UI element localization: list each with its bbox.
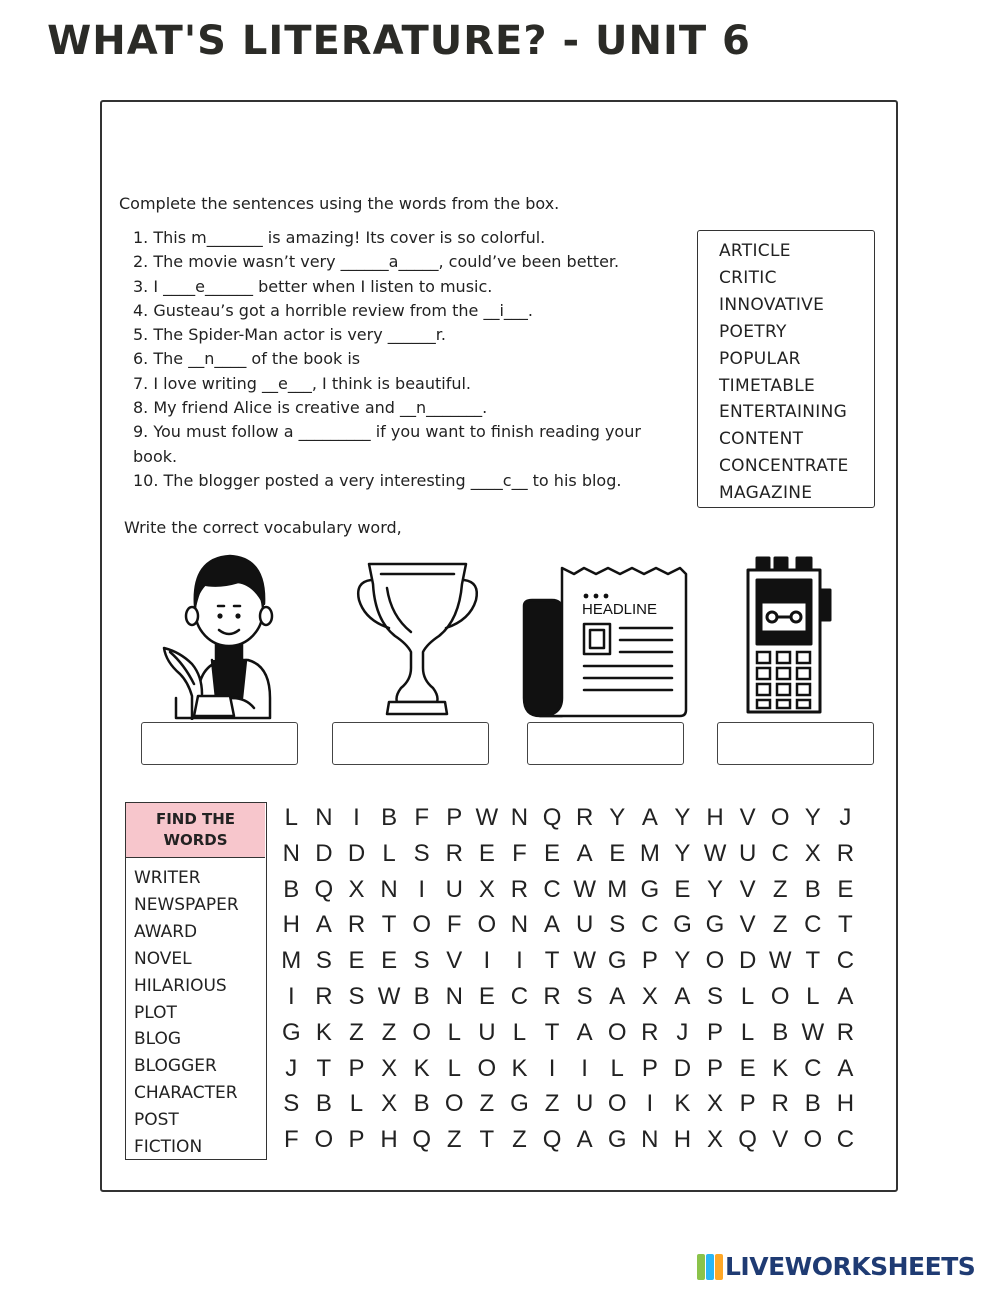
word-box-item: CRITIC [719,267,777,288]
grid-letter[interactable]: O [412,1018,431,1046]
grid-letter[interactable]: D [738,947,757,975]
grid-row [275,907,862,943]
grid-letter[interactable]: L [512,1018,527,1046]
grid-letter[interactable]: P [348,1126,365,1154]
grid-letter[interactable]: Z [772,875,788,903]
grid-letter[interactable]: A [609,982,626,1010]
word-search-grid [275,800,862,1158]
grid-letter[interactable]: X [381,1090,398,1118]
grid-letter[interactable]: L [740,1018,755,1046]
grid-letter[interactable]: F [512,839,527,867]
grid-letter[interactable]: P [348,1054,365,1082]
grid-letter[interactable]: R [510,875,529,903]
grid-row [275,872,862,908]
grid-letter[interactable]: M [639,839,660,867]
answer-box-3[interactable] [527,722,684,765]
grid-letter[interactable]: Z [479,1090,495,1118]
grid-letter[interactable]: C [771,839,789,867]
grid-letter[interactable]: S [413,839,430,867]
grid-letter[interactable]: L [447,1054,461,1082]
grid-letter[interactable]: P [739,1090,756,1118]
grid-letter[interactable]: L [610,1054,624,1082]
grid-letter[interactable]: G [281,1018,301,1046]
grid-letter[interactable]: I [548,1054,556,1082]
grid-letter[interactable]: R [315,982,333,1010]
grid-letter[interactable]: R [543,982,561,1010]
page-title: WHAT'S LITERATURE? - UNIT 6 [47,18,751,64]
grid-letter[interactable]: O [314,1126,334,1154]
grid-letter[interactable]: E [739,1054,756,1082]
grid-letter[interactable]: S [576,982,593,1010]
find-word: NEWSPAPER [134,894,239,915]
grid-letter[interactable]: F [414,804,429,831]
grid-letter[interactable]: X [478,875,495,903]
grid-letter[interactable]: T [479,1126,495,1154]
grid-letter[interactable]: E [381,947,398,975]
grid-letter[interactable]: N [510,911,529,939]
grid-letter[interactable]: H [282,911,300,939]
word-box-item: CONTENT [719,429,804,450]
grid-letter[interactable]: W [801,1018,825,1046]
sentence-8: 8. My friend Alice is creative and __n_______. [133,398,488,418]
grid-letter[interactable]: V [446,947,463,975]
grid-letter[interactable]: B [772,1018,789,1046]
grid-letter[interactable]: P [707,1054,724,1082]
find-word: CHARACTER [134,1083,238,1104]
grid-letter[interactable]: C [836,1126,855,1154]
grid-letter[interactable]: O [444,1090,464,1118]
grid-letter[interactable]: A [544,911,561,939]
grid-letter[interactable]: A [576,1018,593,1046]
voice-recorder-icon [745,556,835,716]
grid-letter[interactable]: Q [314,875,334,903]
grid-letter[interactable]: R [445,839,463,867]
grid-letter[interactable]: Y [674,804,691,831]
sentence-5: 5. The Spider-Man actor is very ______r. [133,325,446,345]
grid-letter[interactable]: O [477,911,497,939]
grid-letter[interactable]: O [477,1054,497,1082]
grid-letter[interactable]: K [413,1054,430,1082]
grid-letter[interactable]: Z [349,1018,364,1046]
grid-letter[interactable]: B [283,875,300,903]
grid-letter[interactable]: X [707,1126,724,1154]
grid-letter[interactable]: W [573,875,596,903]
grid-letter[interactable]: G [640,875,660,903]
grid-letter[interactable]: S [348,982,365,1010]
grid-row [275,943,862,979]
grid-letter[interactable]: H [380,1126,398,1154]
grid-letter[interactable]: Q [542,804,562,831]
grid-letter[interactable]: T [544,947,560,975]
liveworksheets-logo-text: LIVEWORKSHEETS [725,1252,976,1281]
sentence-list [133,226,673,493]
grid-letter[interactable]: T [544,1018,560,1046]
find-word: AWARD [134,921,198,942]
grid-letter[interactable]: D [347,839,366,867]
grid-letter[interactable]: J [676,1018,689,1046]
grid-letter[interactable]: Z [544,1090,560,1118]
grid-letter[interactable]: I [581,1054,588,1082]
grid-row [275,979,862,1015]
grid-letter[interactable]: B [413,1090,430,1118]
grid-letter[interactable]: S [315,947,332,975]
word-box-item: POPULAR [719,348,801,369]
liveworksheets-logo-icon [697,1254,723,1280]
grid-letter[interactable]: H [836,1090,855,1118]
answer-box-4[interactable] [717,722,874,765]
grid-letter[interactable]: L [740,982,755,1010]
grid-letter[interactable]: O [770,982,790,1010]
grid-letter[interactable]: B [315,1090,332,1118]
find-word: NOVEL [134,948,192,969]
grid-letter[interactable]: E [544,839,561,867]
find-word: WRITER [134,868,201,888]
grid-letter[interactable]: V [739,804,756,831]
grid-letter[interactable]: S [413,947,430,975]
sentence-1: 1. This m_______ is amazing! Its cover is so colorful. [133,228,546,247]
find-words-box [125,802,267,1160]
grid-letter[interactable]: I [418,875,425,903]
grid-letter[interactable]: V [739,911,756,939]
writer-icon [158,548,283,720]
sentence-7: 7. I love writing __e___, I think is beautiful. [133,373,472,393]
grid-letter[interactable]: B [413,982,430,1010]
grid-letter[interactable]: I [287,982,295,1010]
grid-letter[interactable]: K [511,1054,528,1082]
grid-letter[interactable]: W [377,982,401,1010]
grid-letter[interactable]: R [575,804,594,831]
instruction-write: Write the correct vocabulary word, [124,518,402,537]
grid-row [275,1015,862,1051]
grid-letter[interactable]: Z [446,1126,462,1154]
answer-box-1[interactable] [141,722,298,765]
grid-letter[interactable]: U [478,1018,496,1046]
grid-letter[interactable]: Q [542,1126,562,1154]
grid-letter[interactable]: A [837,982,854,1010]
grid-letter[interactable]: G [607,1126,627,1154]
grid-letter[interactable]: O [770,804,790,831]
grid-letter[interactable]: H [706,804,724,831]
grid-letter[interactable]: N [315,804,333,831]
grid-letter[interactable]: E [478,982,495,1010]
grid-letter[interactable]: U [575,1090,594,1118]
grid-letter[interactable]: Y [609,804,626,831]
grid-letter[interactable]: O [607,1018,627,1046]
grid-letter[interactable]: O [803,1126,823,1154]
grid-letter[interactable]: O [412,911,431,939]
sentence-9: 9. You must follow a _________ if you want to finish reading your book. [133,422,641,466]
find-words-heading [126,803,265,858]
grid-letter[interactable]: C [804,1054,822,1082]
find-word: BLOGGER [134,1056,217,1077]
find-word: BLOG [134,1029,182,1050]
liveworksheets-logo [697,1252,975,1281]
sentence-3: 3. I ____e______ better when I listen to music. [133,276,493,296]
grid-letter[interactable]: K [315,1018,332,1046]
grid-letter[interactable]: A [315,911,332,939]
word-box-item: TIMETABLE [719,375,816,396]
grid-letter[interactable]: I [516,947,523,975]
grid-letter[interactable]: W [573,947,596,975]
grid-row [275,1086,862,1122]
grid-letter[interactable]: T [316,1054,332,1082]
grid-row [275,800,862,836]
answer-box-2[interactable] [332,722,489,765]
grid-letter[interactable]: R [641,1018,659,1046]
grid-row [275,1122,862,1158]
grid-letter[interactable]: P [641,947,658,975]
grid-letter[interactable]: L [284,804,298,831]
grid-letter[interactable]: B [804,1090,821,1118]
grid-letter[interactable]: D [673,1054,692,1082]
grid-letter[interactable]: N [282,839,300,867]
grid-letter[interactable]: I [483,947,491,975]
grid-letter[interactable]: H [673,1126,692,1154]
grid-letter[interactable]: E [609,839,626,867]
grid-letter[interactable]: E [478,839,495,867]
grid-letter[interactable]: B [381,804,398,831]
grid-letter[interactable]: F [446,911,462,939]
grid-letter[interactable]: A [576,839,593,867]
grid-letter[interactable]: I [353,804,360,831]
grid-letter[interactable]: C [804,911,822,939]
grid-letter[interactable]: T [805,947,821,975]
grid-letter[interactable]: X [348,875,365,903]
grid-letter[interactable]: C [510,982,529,1010]
find-word: HILARIOUS [134,975,227,996]
grid-letter[interactable]: E [348,947,365,975]
grid-letter[interactable]: X [707,1090,724,1118]
find-words-list [134,865,239,1161]
grid-letter[interactable]: P [707,1018,724,1046]
grid-letter[interactable]: I [646,1090,654,1118]
word-box-item: ARTICLE [719,241,791,261]
grid-letter[interactable]: F [283,1126,299,1154]
grid-letter[interactable]: D [315,839,333,867]
sentence-4: 4. Gusteau’s got a horrible review from the __i___. [133,300,533,320]
grid-letter[interactable]: X [804,839,821,867]
grid-letter[interactable]: W [475,804,499,831]
word-box-item: MAGAZINE [719,483,813,504]
grid-letter[interactable]: J [839,804,852,831]
word-box-item: ENTERTAINING [719,402,848,423]
grid-letter[interactable]: Y [804,804,821,831]
grid-letter[interactable]: K [674,1090,691,1118]
grid-letter[interactable]: U [575,911,594,939]
grid-letter[interactable]: N [510,804,529,831]
instruction-complete: Complete the sentences using the words from the box. [119,194,560,213]
grid-letter[interactable]: R [347,911,366,939]
word-box-item: CONCENTRATE [719,456,849,477]
grid-letter[interactable]: Q [738,1126,757,1154]
grid-letter[interactable]: X [381,1054,398,1082]
grid-letter[interactable]: V [772,1126,789,1154]
grid-letter[interactable]: R [836,1018,855,1046]
grid-letter[interactable]: L [806,982,820,1010]
grid-letter[interactable]: R [771,1090,789,1118]
grid-letter[interactable]: O [607,1090,627,1118]
grid-letter[interactable]: Y [707,875,724,903]
grid-letter[interactable]: M [607,875,628,903]
grid-letter[interactable]: N [380,875,398,903]
trophy-icon [355,560,480,718]
word-box [697,230,875,508]
grid-letter[interactable]: C [836,947,855,975]
grid-letter[interactable]: N [445,982,463,1010]
grid-letter[interactable]: S [707,982,724,1010]
grid-letter[interactable]: R [836,839,855,867]
grid-letter[interactable]: N [641,1126,659,1154]
grid-letter[interactable]: L [447,1018,461,1046]
grid-letter[interactable]: Z [381,1018,397,1046]
grid-letter[interactable]: L [349,1090,364,1118]
grid-letter[interactable]: E [674,875,691,903]
grid-letter[interactable]: C [641,911,659,939]
grid-letter[interactable]: G [673,911,692,939]
grid-letter[interactable]: A [576,1126,593,1154]
grid-letter[interactable]: V [739,875,756,903]
grid-row [275,836,862,872]
grid-letter[interactable]: A [674,982,691,1010]
grid-letter[interactable]: C [543,875,561,903]
grid-letter[interactable]: M [281,947,302,975]
grid-letter[interactable]: E [837,875,854,903]
grid-letter[interactable]: Y [674,947,691,975]
find-word: PLOT [134,1002,177,1023]
grid-letter[interactable]: O [705,947,725,975]
newspaper-headline-label: HEADLINE [582,601,658,618]
newspaper-icon [522,566,690,718]
grid-letter[interactable]: G [510,1090,529,1118]
find-words-heading-text: FIND THE WORDS [155,810,236,849]
word-box-item: POETRY [719,321,787,342]
grid-letter[interactable]: S [283,1090,300,1118]
find-word: FICTION [134,1137,203,1158]
grid-letter[interactable]: K [772,1054,789,1082]
sentence-6: 6. The __n____ of the book is [133,349,361,369]
grid-letter[interactable]: A [837,1054,854,1082]
grid-letter[interactable]: J [285,1054,298,1082]
grid-letter[interactable]: U [445,875,463,903]
sentence-2: 2. The movie wasn’t very ______a_____, could’ve been better. [133,252,620,272]
grid-letter[interactable]: B [804,875,821,903]
find-word: POST [134,1110,179,1131]
sentence-10: 10. The blogger posted a very interesting ____c__ to his blog. [133,470,622,490]
grid-letter[interactable]: Z [772,911,788,939]
grid-letter[interactable]: Y [674,839,691,867]
grid-letter[interactable]: G [705,911,725,939]
grid-letter[interactable]: G [607,947,627,975]
grid-letter[interactable]: L [382,839,396,867]
grid-letter[interactable]: W [768,947,792,975]
grid-letter[interactable]: A [641,804,658,831]
grid-letter[interactable]: P [641,1054,658,1082]
grid-letter[interactable]: S [609,911,626,939]
grid-letter[interactable]: Q [412,1126,431,1154]
grid-letter[interactable]: U [738,839,757,867]
grid-letter[interactable]: W [703,839,727,867]
grid-letter[interactable]: T [838,911,853,939]
grid-row [275,1051,862,1087]
word-box-item: INNOVATIVE [719,294,825,315]
grid-letter[interactable]: Z [512,1126,527,1154]
grid-letter[interactable]: X [641,982,658,1010]
grid-letter[interactable]: T [381,911,397,939]
grid-letter[interactable]: P [446,804,463,831]
